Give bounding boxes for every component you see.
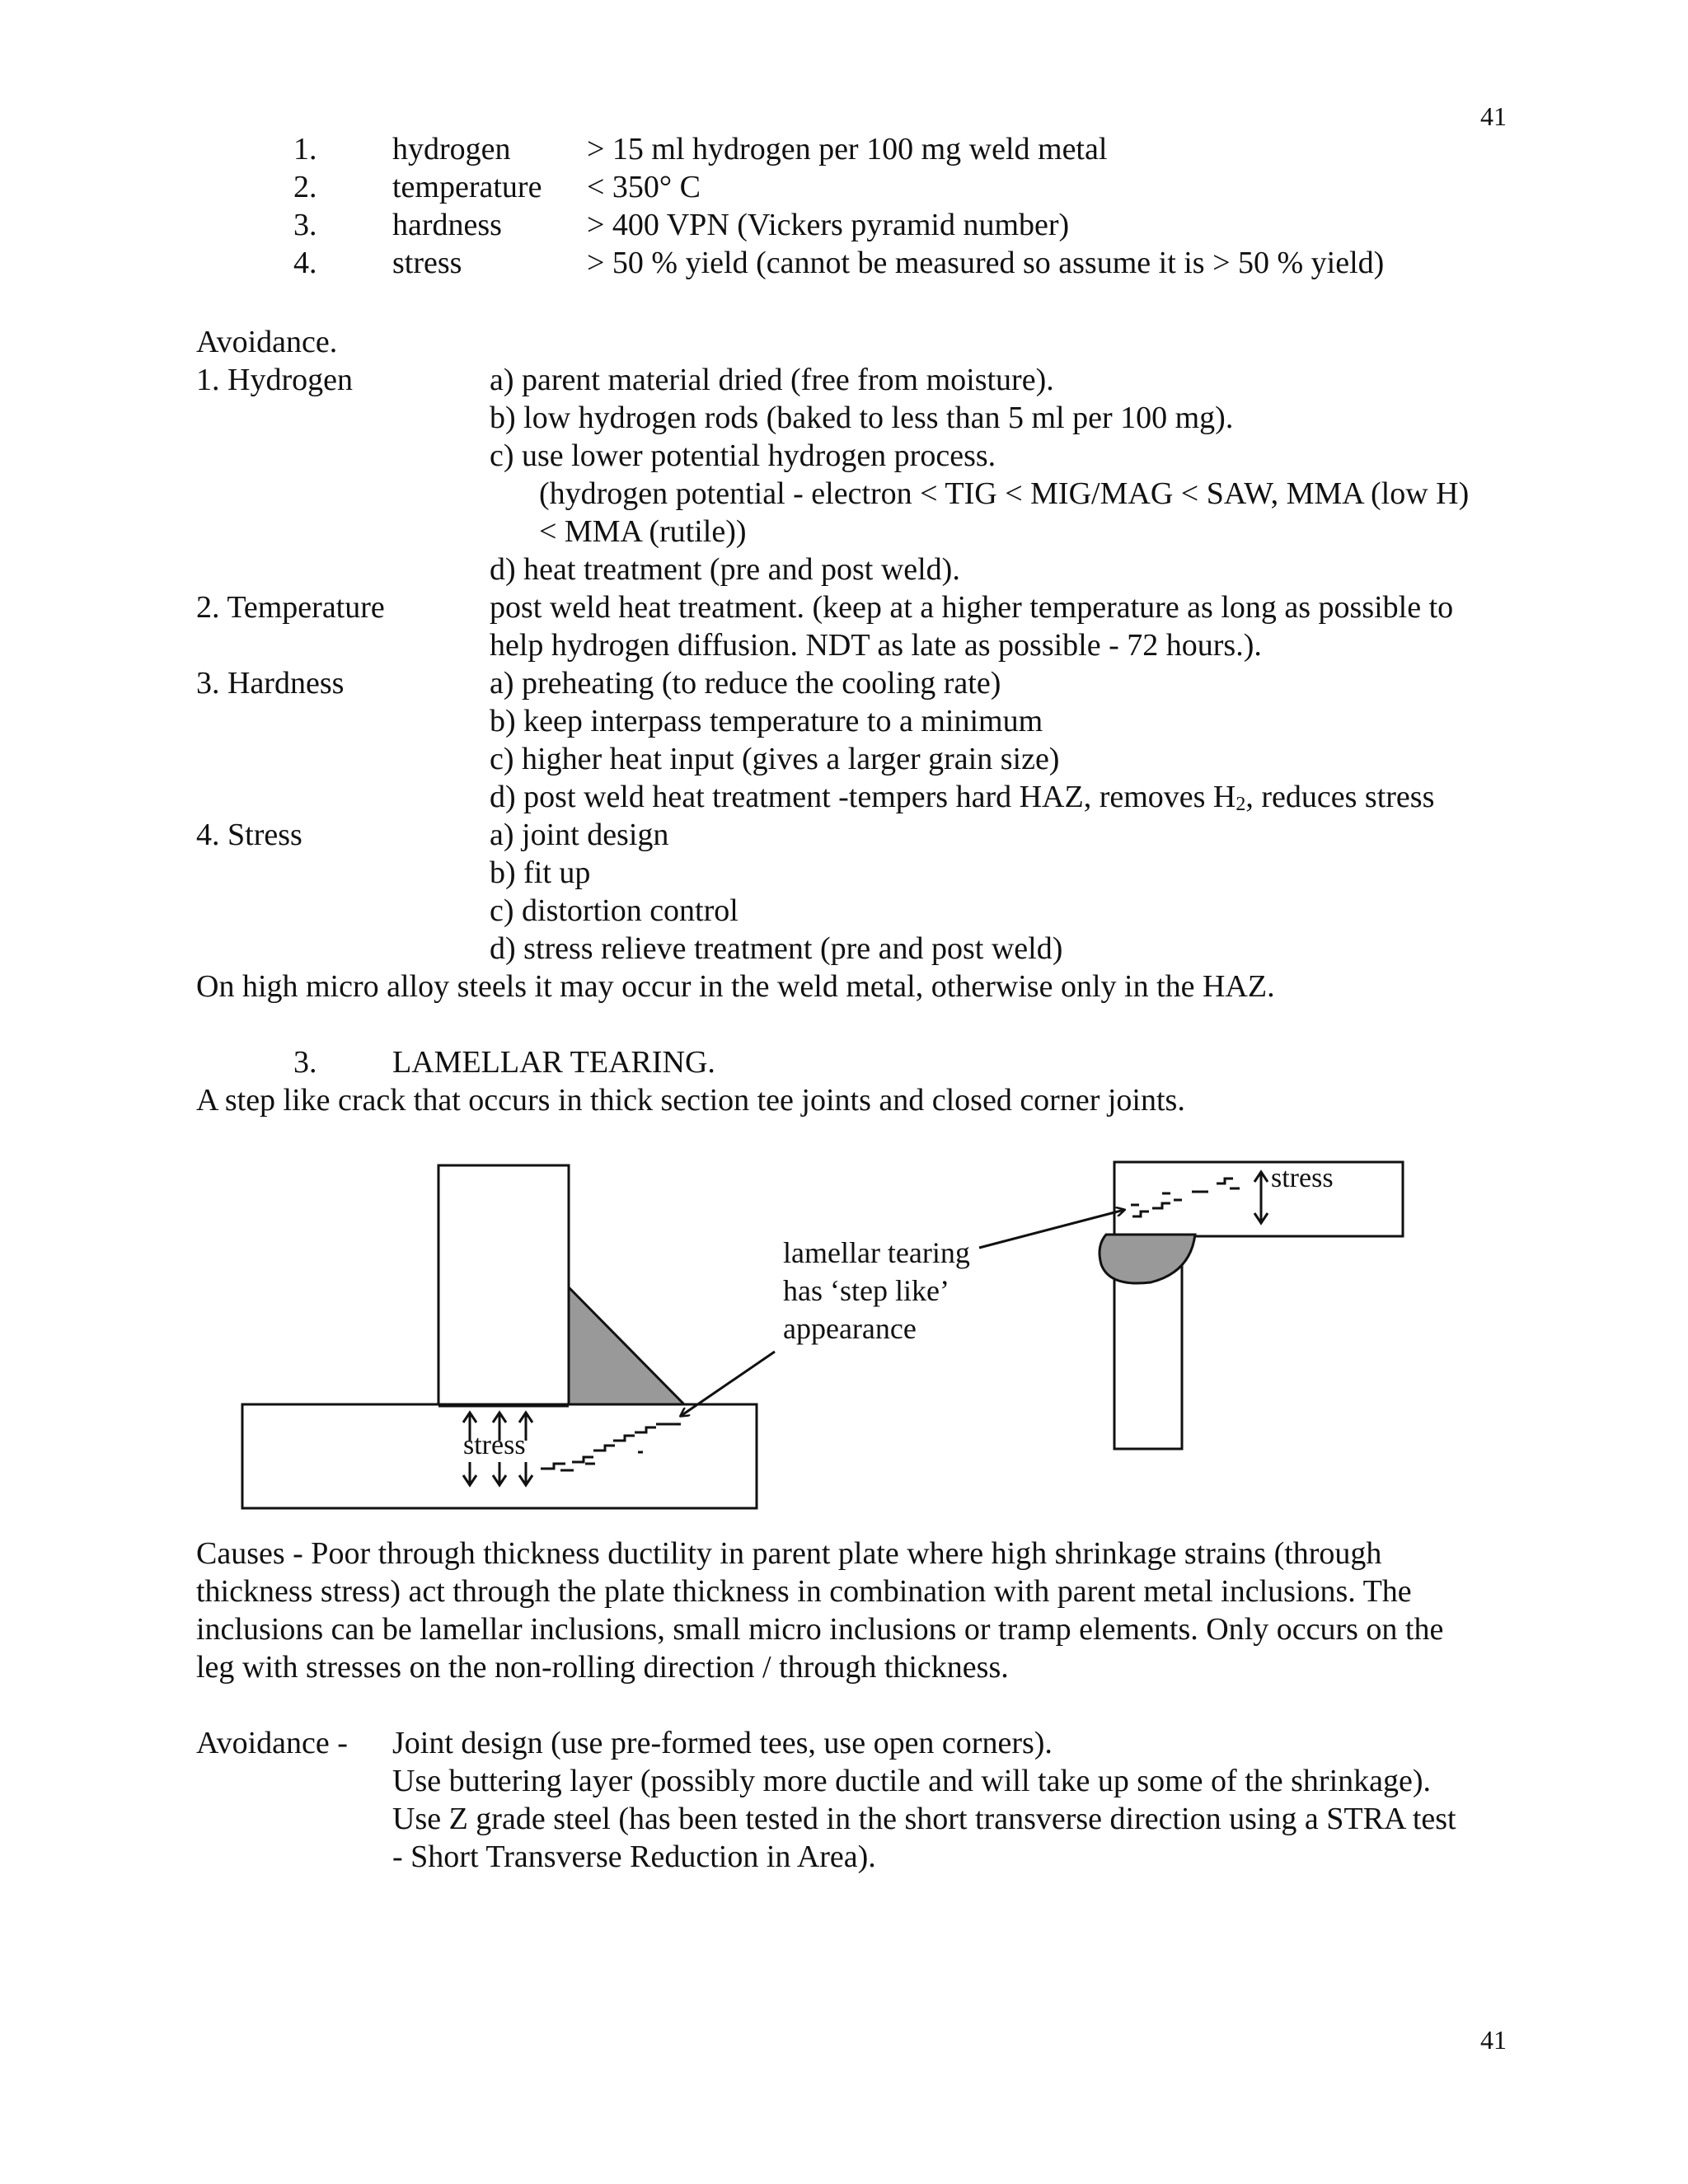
subscript: 2	[1236, 794, 1246, 815]
stress-label-left: stress	[463, 1430, 526, 1460]
avoidance-line: (hydrogen potential - electron < TIG < MIG/MAG < SAW, MMA (low H)	[539, 476, 1470, 511]
avoidance-line: Use buttering layer (possibly more ductile and will take up some of the shrinkage).	[392, 1764, 1432, 1798]
stress-arrows-up	[463, 1413, 532, 1441]
condition-term: stress	[392, 246, 462, 280]
avoidance-line: b) fit up	[490, 855, 591, 890]
causes-line: inclusions can be lamellar inclusions, small micro inclusions or tramp elements. Only occurs on the	[196, 1612, 1444, 1647]
avoidance-line: - Short Transverse Reduction in Area).	[392, 1840, 876, 1874]
condition-term: hardness	[392, 208, 502, 242]
avoidance-line: b) low hydrogen rods (baked to less than 5 ml per 100 mg).	[490, 401, 1234, 435]
stress-arrows-down	[463, 1462, 532, 1485]
causes-line: leg with stresses on the non-rolling direction / through thickness.	[196, 1650, 1009, 1685]
avoidance-line: < MMA (rutile))	[539, 514, 747, 549]
avoidance-label: Avoidance -	[196, 1726, 348, 1760]
causes-line: thickness stress) act through the plate thickness in combination with parent metal inclusions. The	[196, 1574, 1412, 1609]
avoidance-line: a) joint design	[490, 818, 669, 852]
section-number: 3.	[293, 1045, 317, 1080]
avoidance-line: d) heat treatment (pre and post weld).	[490, 552, 960, 587]
corner-weld	[1100, 1235, 1195, 1283]
avoidance-line: d) stress relieve treatment (pre and post weld)	[490, 931, 1063, 966]
base-plate	[242, 1404, 757, 1508]
pointer-arrow-right	[979, 1210, 1124, 1248]
avoidance-line: post weld heat treatment. (keep at a higher temperature as long as possible to	[490, 590, 1454, 625]
tearing-label-line: has ‘step like’	[783, 1274, 950, 1307]
tearing-label-line: appearance	[783, 1312, 917, 1345]
page-number-top: 41	[1480, 101, 1507, 131]
avoidance-line: a) parent material dried (free from moisture).	[490, 363, 1054, 397]
section-title: LAMELLAR TEARING.	[392, 1045, 715, 1080]
avoidance-line: Use Z grade steel (has been tested in the short transverse direction using a STRA test	[392, 1802, 1456, 1836]
condition-term: temperature	[392, 170, 542, 204]
avoidance-line: help hydrogen diffusion. NDT as late as possible - 72 hours.).	[490, 628, 1262, 663]
condition-desc: > 50 % yield (cannot be measured so assume it is > 50 % yield)	[587, 246, 1385, 280]
line-text: d) post weld heat treatment -tempers hard HAZ, removes H	[490, 780, 1236, 814]
fillet-weld	[569, 1287, 684, 1404]
condition-num: 1.	[293, 132, 317, 166]
avoidance-line: a) preheating (to reduce the cooling rate)	[490, 666, 1001, 701]
condition-term: hydrogen	[392, 132, 511, 166]
avoidance-label: 2. Temperature	[196, 590, 385, 625]
avoidance-line: c) distortion control	[490, 893, 738, 928]
avoidance-line: b) keep interpass temperature to a minimum	[490, 704, 1043, 738]
stress-arrow-vertical	[1254, 1172, 1268, 1223]
avoidance-line: Joint design (use pre-formed tees, use open corners).	[392, 1726, 1053, 1760]
condition-num: 4.	[293, 246, 317, 280]
step-crack-left	[541, 1424, 681, 1470]
condition-desc: < 350° C	[587, 170, 701, 204]
tearing-label-line: lamellar tearing	[783, 1236, 970, 1269]
condition-num: 2.	[293, 170, 317, 204]
step-crack-right	[1131, 1179, 1240, 1216]
leg-plate	[1114, 1236, 1182, 1449]
section-intro: A step like crack that occurs in thick section tee joints and closed corner joints.	[196, 1083, 1185, 1118]
avoidance-heading: Avoidance.	[196, 325, 338, 359]
line-text: , reduces stress	[1245, 780, 1435, 814]
causes-line: Causes - Poor through thickness ductility in parent plate where high shrinkage strains (through	[196, 1536, 1382, 1571]
avoidance-label: 4. Stress	[196, 818, 302, 852]
condition-num: 3.	[293, 208, 317, 242]
avoidance-label: 3. Hardness	[196, 666, 345, 701]
vertical-plate	[438, 1165, 569, 1404]
pointer-arrow-left	[681, 1352, 775, 1416]
condition-desc: > 15 ml hydrogen per 100 mg weld metal	[587, 132, 1108, 166]
avoidance-line: c) higher heat input (gives a larger grain size)	[490, 742, 1060, 776]
avoidance-line: c) use lower potential hydrogen process.	[490, 438, 996, 473]
avoidance-note: On high micro alloy steels it may occur in the weld metal, otherwise only in the HAZ.	[196, 969, 1275, 1004]
top-plate	[1114, 1162, 1403, 1236]
condition-desc: > 400 VPN (Vickers pyramid number)	[587, 208, 1070, 242]
stress-label-right: stress	[1271, 1163, 1334, 1193]
avoidance-label: 1. Hydrogen	[196, 363, 353, 397]
page-number-bottom: 41	[1480, 2025, 1507, 2055]
